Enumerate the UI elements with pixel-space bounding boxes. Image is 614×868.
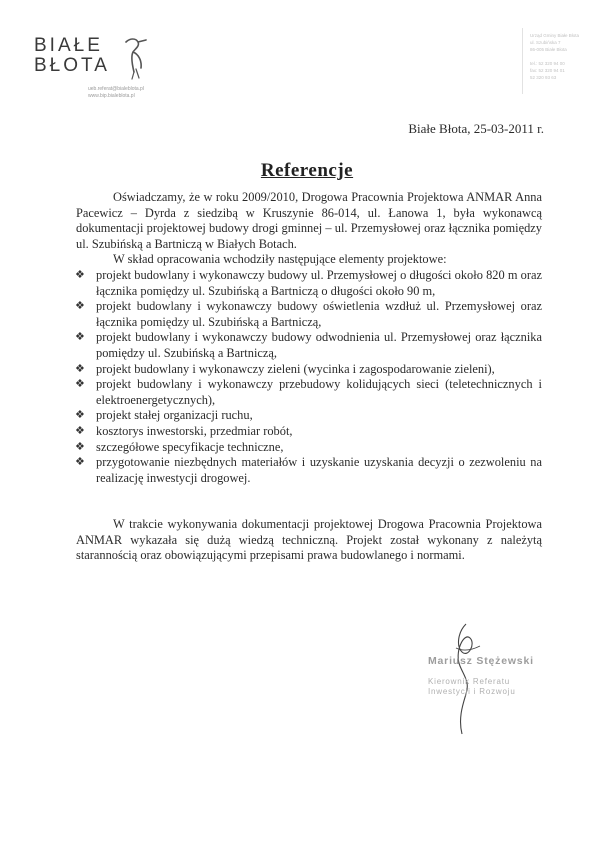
address-line: 86-005 Białe Błota bbox=[530, 47, 567, 52]
list-item: ❖ projekt stałej organizacji ruchu, bbox=[75, 408, 253, 423]
letter-title: Referencje bbox=[260, 160, 354, 181]
project-elements-list bbox=[76, 268, 542, 486]
signatory-department: Inwestycji i Rozwoju bbox=[428, 687, 516, 696]
diamond-bullet-icon: ❖ bbox=[75, 331, 85, 344]
signatory-role: Kierownik Referatu bbox=[428, 677, 510, 686]
list-item: ❖ projekt budowlany i wykonawczy budowy oświetlenia wzdłuż ul. Przemysłowej oraz łącznika pomiędzy ul. Szubińską a Bartniczą, bbox=[75, 299, 542, 329]
list-item: ❖ projekt budowlany i wykonawczy budowy odwodnienia ul. Przemysłowej oraz łącznika pomiędzy ul. Szubińską a Bartniczą, bbox=[75, 330, 542, 360]
contact-web: www.bip.bialeblota.pl bbox=[88, 93, 135, 99]
logo-line-1: BIAŁE bbox=[34, 35, 103, 56]
list-item: ❖ projekt budowlany i wykonawczy przebudowy kolidujących sieci (teletechnicznych i elektroenergetycznych), bbox=[75, 377, 542, 407]
diamond-bullet-icon: ❖ bbox=[75, 424, 85, 437]
logo-line-2: BŁOTA bbox=[34, 55, 110, 76]
intro-paragraph: Oświadczamy, że w roku 2009/2010, Drogowa Pracownia Projektowa ANMAR Anna Pacewicz – Dyrda z siedzibą w Kruszynie 86-014, ul. Łanowa 1, była wykonawcą dokumentacji projektowej budowy drogi gminnej – ul. Przemysłowej oraz łącznika pomiędzy ul. Szubińską a Bartniczą w Białych Botach. bbox=[76, 190, 542, 251]
list-item: ❖ projekt budowlany i wykonawczy budowy ul. Przemysłowej o długości około 820 m oraz łącznika pomiędzy ul. Szubińską a Bartniczą o długości około 90 m, bbox=[75, 267, 542, 298]
stork-icon bbox=[118, 36, 152, 80]
signature-stamp bbox=[428, 650, 568, 730]
address-line bbox=[530, 53, 600, 60]
list-item: ❖ projekt budowlany i wykonawczy zieleni (wycinka i zagospodarowanie zieleni), bbox=[75, 361, 495, 376]
letterhead-address bbox=[530, 32, 600, 81]
diamond-bullet-icon: ❖ bbox=[75, 378, 85, 391]
diamond-bullet-icon: ❖ bbox=[75, 362, 85, 375]
list-intro: W skład opracowania wchodziły następujące elementy projektowe: bbox=[113, 252, 447, 267]
diamond-bullet-icon: ❖ bbox=[75, 456, 85, 469]
diamond-bullet-icon: ❖ bbox=[75, 300, 85, 313]
address-line: tel.: 52 320 94 00 bbox=[530, 61, 565, 66]
address-divider bbox=[522, 28, 523, 94]
address-line: Urząd Gminy Białe Błota bbox=[530, 33, 580, 38]
closing-paragraph: W trakcie wykonywania dokumentacji projektowej Drogowa Pracownia Projektowa ANMAR wykazała się dużą wiedzą techniczną. Projekt został wykonany z należytą starannością oraz obowiązującymi przepisami prawa budowlanego i normami. bbox=[76, 517, 542, 563]
diamond-bullet-icon: ❖ bbox=[75, 440, 85, 453]
letter-date: Białe Błota, 25-03-2011 r. bbox=[408, 121, 544, 136]
letterhead-contact bbox=[88, 86, 144, 100]
diamond-bullet-icon: ❖ bbox=[75, 268, 85, 281]
letter-body bbox=[76, 190, 542, 564]
diamond-bullet-icon: ❖ bbox=[75, 409, 85, 422]
list-item: ❖ przygotowanie niezbędnych materiałów i uzyskanie uzyskania decyzji o zezwoleniu na realizację inwestycji drogowej. bbox=[75, 455, 542, 485]
signatory-name: Mariusz Stężewski bbox=[428, 655, 534, 667]
address-line: 52 320 93 63 bbox=[530, 75, 557, 80]
list-item: ❖ szczegółowe specyfikacje techniczne, bbox=[75, 439, 284, 454]
municipality-logo bbox=[34, 36, 154, 76]
list-item: ❖ kosztorys inwestorski, przedmiar robót, bbox=[75, 423, 293, 438]
contact-email: ueb.referat@bialeblota.pl bbox=[88, 86, 144, 92]
address-line: ul. Szubińska 7 bbox=[530, 40, 561, 45]
address-line: fax: 52 320 94 01 bbox=[530, 68, 565, 73]
